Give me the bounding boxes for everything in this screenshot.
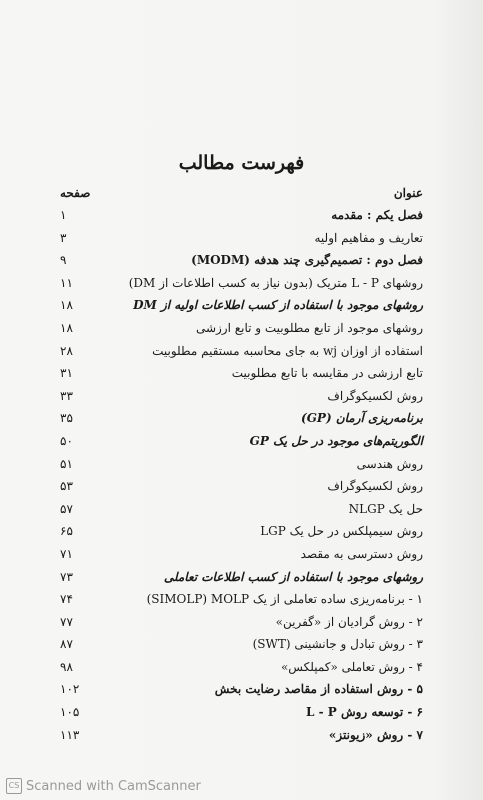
toc-entry-title: تابع ارزشی در مقایسه با تابع مطلوبیت [231, 366, 423, 381]
toc-entry [60, 679, 423, 702]
camscanner-watermark [6, 778, 201, 794]
toc-entry [60, 341, 423, 364]
toc-entry-page: ۷۷ [60, 614, 73, 629]
toc-entry [60, 228, 423, 251]
toc-entry-page: ۱ [60, 208, 67, 222]
toc-entry-page: ۹ [60, 253, 67, 268]
toc-entry-page: ۱۰۲ [60, 682, 80, 697]
column-title-label: عنوان [393, 186, 423, 200]
toc-entry [60, 657, 423, 680]
toc-entry-title: ۴ - روش تعاملی «کمپلکس» [280, 659, 423, 674]
toc-entry [60, 295, 423, 318]
toc-entry [60, 702, 423, 725]
toc-entry-title: ۵ - روش استفاده از مقاصد رضایت بخش [214, 682, 423, 697]
toc-entry [60, 544, 423, 567]
toc-entry-title: استفاده از اوزان wj به جای محاسبه مستقیم مطلوبیت [152, 343, 423, 358]
toc-entry-title: روشهای موجود با استفاده از کسب اطلاعات تعاملی [163, 569, 423, 584]
toc-entry-page: ۵۳ [60, 479, 73, 494]
toc-entry-page: ۳۱ [60, 366, 73, 381]
toc-entry-page: ۱۱ [60, 275, 73, 290]
toc-entry [60, 408, 423, 431]
toc-entry-page: ۶۵ [60, 524, 73, 539]
toc-entry-page: ۵۱ [60, 456, 73, 471]
toc-list [60, 205, 423, 747]
toc-entry [60, 521, 423, 544]
toc-entry-title: روشهای موجود با استفاده از کسب اطلاعات اولیه از DM [133, 298, 423, 313]
toc-entry [60, 363, 423, 386]
toc-entry [60, 499, 423, 522]
toc-entry-page: ۲۸ [60, 343, 73, 358]
toc-entry-title: روش دسترسی به مقصد [300, 546, 423, 561]
toc-entry-title: الگوریتم‌های موجود در حل یک GP [249, 433, 423, 448]
toc-entry-title: فصل یکم : مقدمه [331, 208, 423, 222]
toc-entry-page: ۱۰۵ [60, 705, 80, 720]
toc-entry-title: روش هندسی [356, 456, 423, 471]
toc-entry-page: ۵۷ [60, 501, 73, 516]
toc-entry [60, 318, 423, 341]
toc-entry-page: ۱۸ [60, 298, 73, 313]
toc-entry [60, 567, 423, 590]
toc-entry [60, 431, 423, 454]
toc-entry-page: ۱۱۳ [60, 727, 80, 742]
toc-entry [60, 589, 423, 612]
toc-entry [60, 476, 423, 499]
toc-entry-title: روشهای موجود از تابع مطلوبیت و تابع ارزشی [195, 320, 423, 335]
toc-entry [60, 725, 423, 748]
toc-entry-title: ۲ - روش گرادیان از «گفرین» [275, 614, 423, 629]
toc-entry-page: ۹۸ [60, 659, 73, 674]
toc-entry-title: برنامه‌ریزی آرمان (GP) [301, 411, 423, 426]
toc-entry [60, 612, 423, 635]
toc-entry-page: ۷۴ [60, 592, 73, 607]
toc-entry-title: حل یک NLGP [348, 501, 423, 516]
toc-entry-page: ۳۵ [60, 411, 73, 426]
toc-entry [60, 205, 423, 228]
toc-entry [60, 634, 423, 657]
toc-entry-page: ۱۸ [60, 320, 73, 335]
toc-header [60, 186, 423, 204]
toc-entry-page: ۳۳ [60, 388, 73, 403]
toc-entry-title: ۶ - توسعه روش L - P [306, 705, 423, 720]
toc-entry-title: روشهای L - P متریک (بدون نیاز به کسب اطلاعات از DM) [128, 275, 423, 290]
camscanner-logo-icon: CS [6, 778, 22, 794]
toc-entry-page: ۳ [60, 230, 67, 245]
toc-entry-title: ۳ - روش تبادل و جانشینی (SWT) [252, 637, 423, 652]
toc-title: فهرست مطالب [178, 152, 305, 174]
toc-entry-title: روش سیمپلکس در حل یک LGP [260, 524, 423, 539]
toc-entry [60, 250, 423, 273]
column-page-label: صفحه [60, 186, 91, 200]
toc-entry-page: ۷۳ [60, 569, 73, 584]
toc-entry-title: ۱ - برنامه‌ریزی ساده تعاملی از یک SIMOLP) MOLP) [146, 592, 423, 607]
watermark-text: Scanned with CamScanner [26, 778, 201, 794]
toc-entry-page: ۵۰ [60, 433, 73, 448]
toc-entry-title: روش لکسیکوگراف [327, 479, 423, 494]
toc-entry [60, 454, 423, 477]
toc-entry [60, 386, 423, 409]
toc-entry-page: ۷۱ [60, 546, 73, 561]
toc-entry-page: ۸۷ [60, 637, 73, 652]
toc-entry-title: تعاریف و مفاهیم اولیه [314, 230, 423, 245]
toc-entry [60, 273, 423, 296]
toc-entry-title: روش لکسیکوگراف [327, 388, 423, 403]
toc-entry-title: ۷ - روش «زیونتز» [328, 727, 423, 742]
toc-entry-title: فصل دوم : تصمیم‌گیری چند هدفه (MODM) [191, 253, 423, 268]
